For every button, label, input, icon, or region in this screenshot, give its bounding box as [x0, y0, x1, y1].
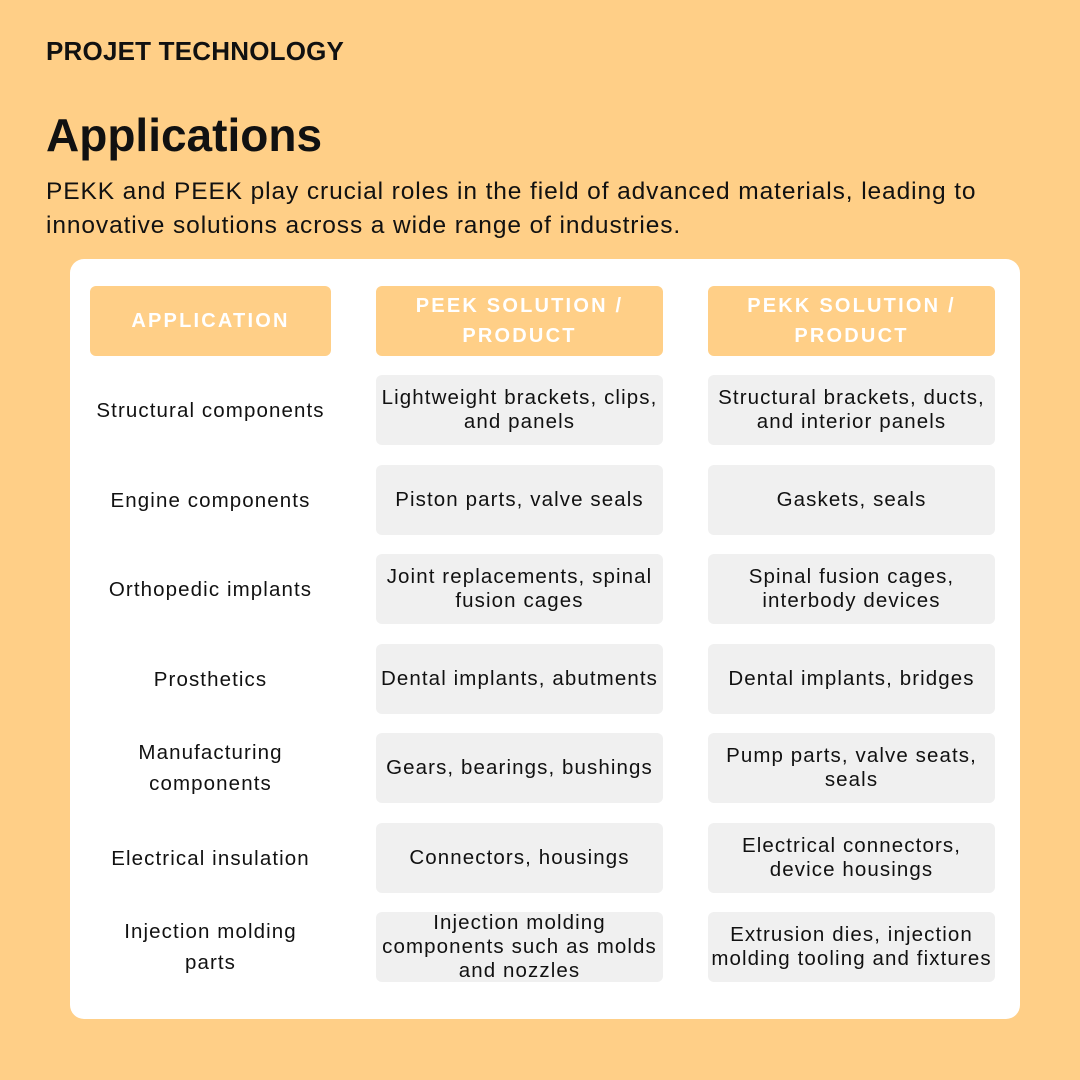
- application-cell: Orthopedic implants: [108, 577, 313, 601]
- peek-cell: Lightweight brackets, clips, and panels: [376, 375, 663, 445]
- table-header-row: [70, 286, 1020, 356]
- pekk-cell: Dental implants, bridges: [708, 644, 995, 714]
- application-cell: Prosthetics: [153, 667, 268, 691]
- intro-text: PEKK and PEEK play crucial roles in the field of advanced materials, leading to innovative solutions across a wide range of industries.: [46, 178, 977, 239]
- applications-table: [70, 259, 1020, 1019]
- brand-name: PROJET TECHNOLOGY: [46, 36, 345, 66]
- table-row: [70, 554, 1020, 624]
- table-row: [70, 823, 1020, 893]
- peek-cell: Gears, bearings, bushings: [376, 733, 663, 803]
- application-cell: Manufacturing components: [138, 741, 283, 795]
- application-cell: Engine components: [110, 488, 311, 512]
- column-header-pekk: PEKK SOLUTION / PRODUCT: [708, 286, 995, 356]
- peek-cell: Piston parts, valve seals: [376, 465, 663, 535]
- table-row: [70, 912, 1020, 982]
- table-row: [70, 644, 1020, 714]
- table-row: [70, 465, 1020, 535]
- table-row: [70, 733, 1020, 803]
- application-cell: Electrical insulation: [111, 846, 310, 870]
- column-header-peek: PEEK SOLUTION / PRODUCT: [376, 286, 663, 356]
- pekk-cell: Electrical connectors, device housings: [708, 823, 995, 893]
- pekk-cell: Structural brackets, ducts, and interior panels: [708, 375, 995, 445]
- application-cell: Injection molding parts: [124, 920, 297, 974]
- page-title: Applications: [46, 109, 323, 161]
- peek-cell: Joint replacements, spinal fusion cages: [376, 554, 663, 624]
- pekk-cell: Pump parts, valve seats, seals: [708, 733, 995, 803]
- table-row: [70, 375, 1020, 445]
- column-header-application: APPLICATION: [90, 286, 331, 356]
- peek-cell: Connectors, housings: [376, 823, 663, 893]
- application-cell: Structural components: [96, 398, 325, 422]
- pekk-cell: Gaskets, seals: [708, 465, 995, 535]
- peek-cell: Injection molding components such as molds and nozzles: [376, 912, 663, 982]
- peek-cell: Dental implants, abutments: [376, 644, 663, 714]
- pekk-cell: Spinal fusion cages, interbody devices: [708, 554, 995, 624]
- pekk-cell: Extrusion dies, injection molding tooling and fixtures: [708, 912, 995, 982]
